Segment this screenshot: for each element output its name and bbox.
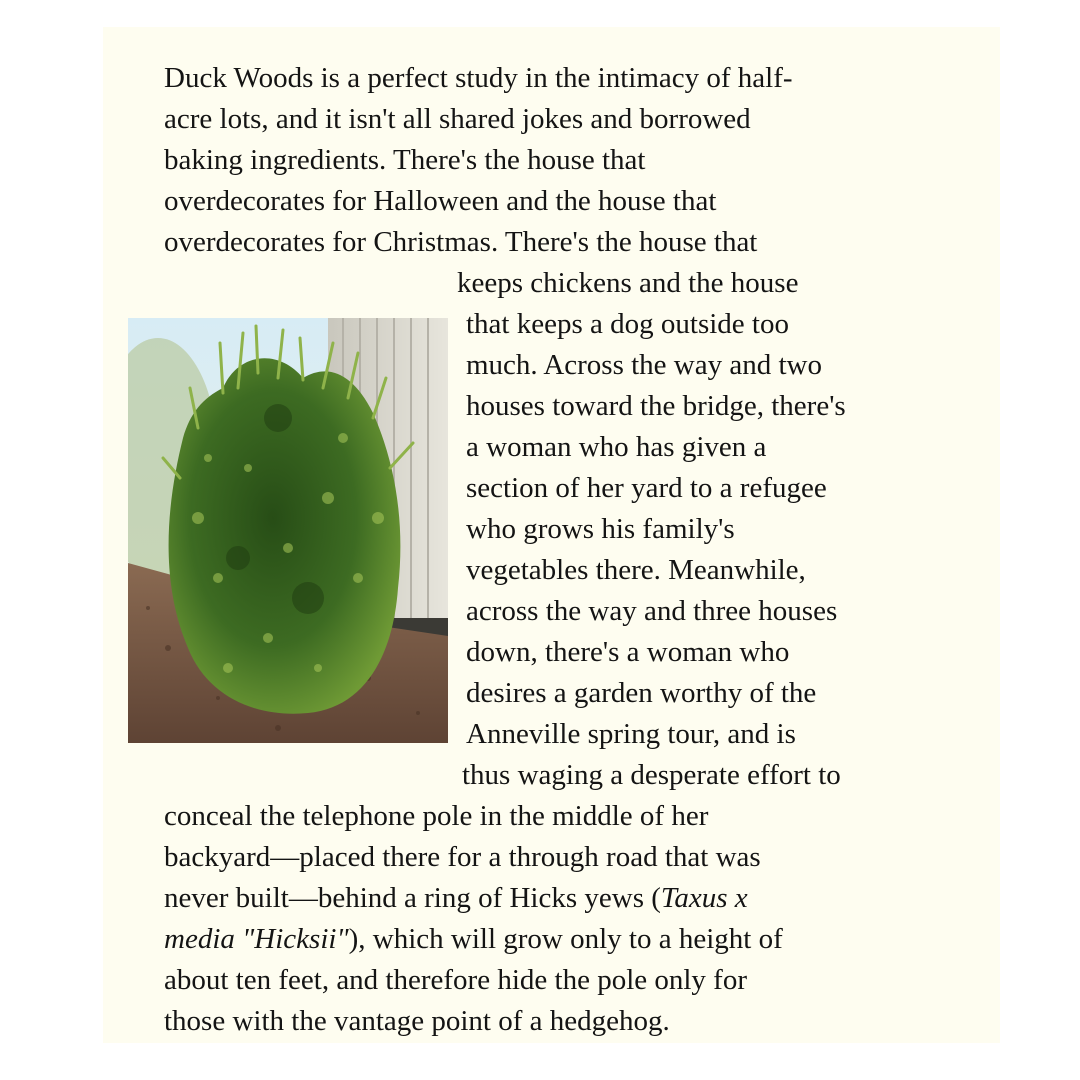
passage-line-17: Anneville spring tour, and is (466, 718, 796, 750)
passage-line-7: that keeps a dog outside too (466, 308, 789, 340)
passage-line-13: vegetables there. Meanwhile, (466, 554, 806, 586)
passage-line-14: across the way and three houses (466, 595, 838, 627)
passage-line-19: conceal the telephone pole in the middle of her (164, 800, 709, 832)
passage-line-21-text: never built—behind a ring of Hicks yews ( (164, 882, 661, 914)
passage-line-18: thus waging a desperate effort to (462, 759, 841, 791)
passage-line-1: Duck Woods is a perfect study in the intimacy of half- (164, 62, 793, 94)
passage-line-12: who grows his family's (466, 513, 735, 545)
passage-line-3: baking ingredients. There's the house that (164, 144, 646, 176)
passage-line-11: section of her yard to a refugee (466, 472, 827, 504)
passage-line-5: overdecorates for Christmas. There's the house that (164, 226, 758, 258)
passage-line-23: about ten feet, and therefore hide the pole only for (164, 964, 747, 996)
passage-line-22 (164, 919, 783, 960)
passage-line-22-text: ), which will grow only to a height of (348, 923, 783, 955)
passage-line-20: backyard—placed there for a through road that was (164, 841, 761, 873)
passage-line-8: much. Across the way and two (466, 349, 822, 381)
passage-line-4: overdecorates for Halloween and the house that (164, 185, 717, 217)
passage-line-16: desires a garden worthy of the (466, 677, 817, 709)
species-name-part-2: media "Hicksii" (164, 923, 349, 955)
passage-line-10: a woman who has given a (466, 431, 767, 463)
passage-line-24: those with the vantage point of a hedgehog. (164, 1005, 670, 1037)
species-name-part-1: Taxus x (660, 882, 748, 914)
passage-line-6: keeps chickens and the house (457, 267, 799, 299)
passage-line-2: acre lots, and it isn't all shared jokes and borrowed (164, 103, 751, 135)
passage-line-9: houses toward the bridge, there's (466, 390, 846, 422)
passage-line-21 (164, 878, 748, 919)
hicks-yew-shrub-photo (128, 318, 448, 743)
passage-line-15: down, there's a woman who (466, 636, 790, 668)
